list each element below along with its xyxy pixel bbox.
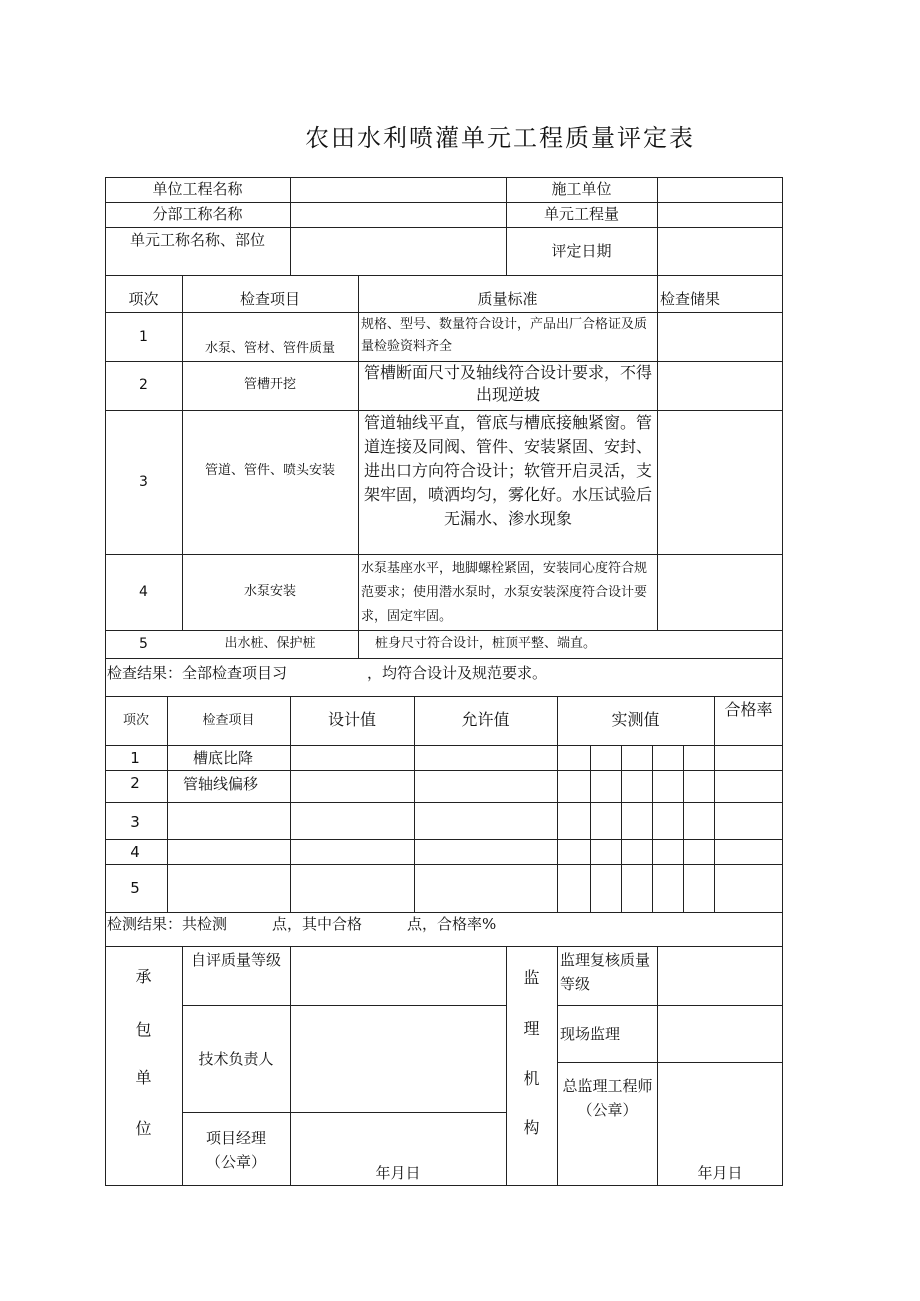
label-assessment-date: 评定日期: [551, 242, 612, 260]
contractor-char: 位: [135, 1119, 152, 1138]
row-standard: 规格、型号、数量符合设计，产品出厂合格证及质量检验资料齐全: [361, 317, 648, 354]
measure-row-item: 管轴线偏移: [183, 775, 259, 793]
row-standard: 水泵基座水平，地脚螺栓紧固，安装同心度符合规范要求；使用潜水泵时，水泵安装深度符合设计要求，固定牢固。: [361, 561, 648, 624]
row-standard: 管槽断面尺寸及轴线符合设计要求，不得出现逆坡: [363, 363, 652, 404]
label-sub-project-name: 分部工称名称: [152, 205, 243, 223]
col-item-no: 项次: [128, 290, 159, 308]
label-review-grade: 监理复核质量等级: [560, 951, 651, 993]
supervisor-char: 机: [523, 1069, 540, 1088]
inspection-result-text: ，均符合设计及规范要求。: [367, 664, 548, 682]
date-left: 年月日: [375, 1164, 421, 1182]
measure-row-item: 槽底比降: [193, 749, 254, 767]
row-item: 出水桩、保护桩: [224, 636, 316, 651]
contractor-char: 包: [135, 1020, 152, 1039]
label-chief-engineer: 总监理工程师（公章）: [562, 1077, 653, 1119]
label-unit-name-location: 单元工称名称、部位: [129, 231, 265, 249]
assessment-form: [105, 177, 783, 1186]
col-check-item: 检查项目: [239, 290, 300, 308]
measure-row-no: 3: [130, 813, 140, 831]
row-no: 3: [139, 474, 148, 490]
measure-col-pass-rate: 合格率: [724, 700, 773, 719]
date-right: 年月日: [697, 1164, 743, 1182]
measure-col-check-item: 检查项目: [202, 713, 255, 728]
measure-row-no: 5: [130, 879, 140, 897]
row-standard: 桩身尺寸符合设计，桩顶平整、端直。: [375, 636, 597, 651]
measure-col-design: 设计值: [327, 710, 376, 729]
measure-row-no: 1: [130, 749, 140, 767]
contractor-char: 单: [135, 1068, 152, 1087]
row-no: 4: [139, 584, 148, 600]
supervisor-char: 监: [523, 968, 540, 987]
label-site-supervisor: 现场监理: [560, 1025, 621, 1043]
row-item: 水泵、管材、管件质量: [204, 341, 335, 356]
measure-col-allow: 允许值: [461, 710, 510, 729]
inspection-result-label: 检查结果：全部检查项目习: [107, 664, 288, 682]
row-no: 5: [139, 636, 148, 652]
label-unit-quantity: 单元工程量: [543, 205, 619, 223]
label-unit-project-name: 单位工程名称: [152, 180, 243, 198]
page-title: 农田水利喷灌单元工程质量评定表: [305, 124, 695, 152]
supervisor-char: 理: [523, 1019, 540, 1038]
measurement-result-text: 检测结果：共检测 点，其中合格 点，合格率%: [107, 915, 497, 933]
row-item: 水泵安装: [243, 584, 296, 599]
label-self-grade: 自评质量等级: [190, 951, 281, 969]
label-tech-lead: 技术负责人: [198, 1050, 274, 1068]
contractor-char: 承: [135, 967, 152, 986]
measure-col-item-no: 项次: [122, 713, 149, 728]
measure-col-measured: 实测值: [611, 710, 660, 729]
label-construction-unit: 施工单位: [551, 180, 612, 198]
row-item: 管槽开挖: [243, 377, 296, 392]
measure-row-no: 2: [130, 774, 140, 792]
row-no: 2: [139, 377, 148, 393]
label-project-manager: 项目经理（公章）: [205, 1129, 266, 1171]
row-item: 管道、管件、喷头安装: [204, 463, 335, 478]
row-no: 1: [139, 329, 148, 345]
col-check-result: 检查储果: [660, 290, 721, 308]
col-quality-standard: 质量标准: [477, 290, 538, 308]
row-standard: 管道轴线平直，管底与槽底接触紧窗。管道连接及同阀、管件、安装紧固、安封、进出口方向符合设计；软管开启灵活，支架牢固，喷洒均匀，雾化好。水压试验后无漏水、渗水现象: [363, 413, 652, 528]
measure-row-no: 4: [130, 843, 140, 861]
supervisor-char: 构: [523, 1118, 540, 1137]
